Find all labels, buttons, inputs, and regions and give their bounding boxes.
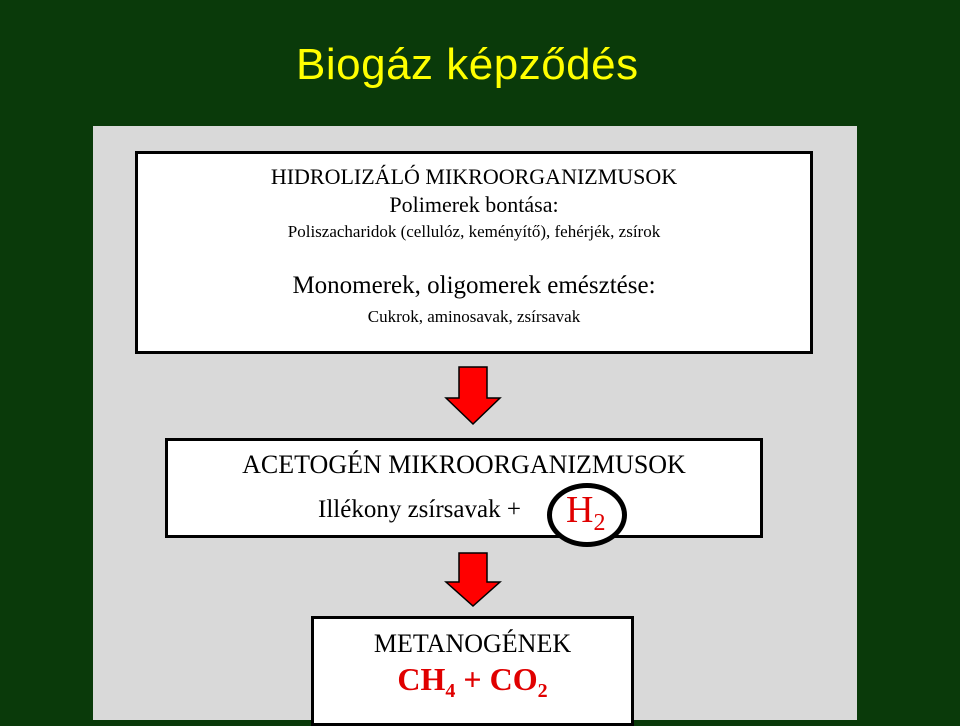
formula-sub-4: 4 bbox=[445, 680, 456, 702]
hydrolysis-heading: HIDROLIZÁLÓ MIKROORGANIZMUSOK bbox=[270, 164, 678, 189]
formula-sub-2: 2 bbox=[537, 680, 548, 702]
down-arrow-icon bbox=[444, 552, 502, 608]
slide-title: Biogáz képződés bbox=[296, 40, 639, 89]
hydrolysis-box bbox=[135, 151, 813, 354]
monomer-digestion-label: Monomerek, oligomerek emésztése: bbox=[292, 272, 656, 299]
monomer-list: Cukrok, aminosavak, zsírsavak bbox=[367, 307, 581, 326]
acetogen-box bbox=[165, 438, 763, 538]
acetogen-heading: ACETOGÉN MIKROORGANIZMUSOK bbox=[242, 450, 686, 479]
polymer-list: Poliszacharidok (cellulóz, keményítő), fehérjék, zsírok bbox=[287, 222, 661, 241]
methanogen-box bbox=[311, 616, 634, 726]
hydrogen-subscript: 2 bbox=[593, 510, 606, 536]
polymer-breakdown-label: Polimerek bontása: bbox=[389, 192, 559, 217]
methane-co2-formula bbox=[314, 661, 631, 702]
volatile-fatty-acids-label: Illékony zsírsavak + bbox=[318, 496, 521, 523]
formula-co: + CO bbox=[455, 661, 538, 697]
hydrogen-formula bbox=[566, 488, 606, 536]
hydrogen-symbol: H bbox=[566, 489, 594, 531]
down-arrow-icon bbox=[444, 366, 502, 426]
methanogen-heading: METANOGÉNEK bbox=[373, 629, 572, 658]
formula-ch: CH bbox=[397, 661, 446, 697]
